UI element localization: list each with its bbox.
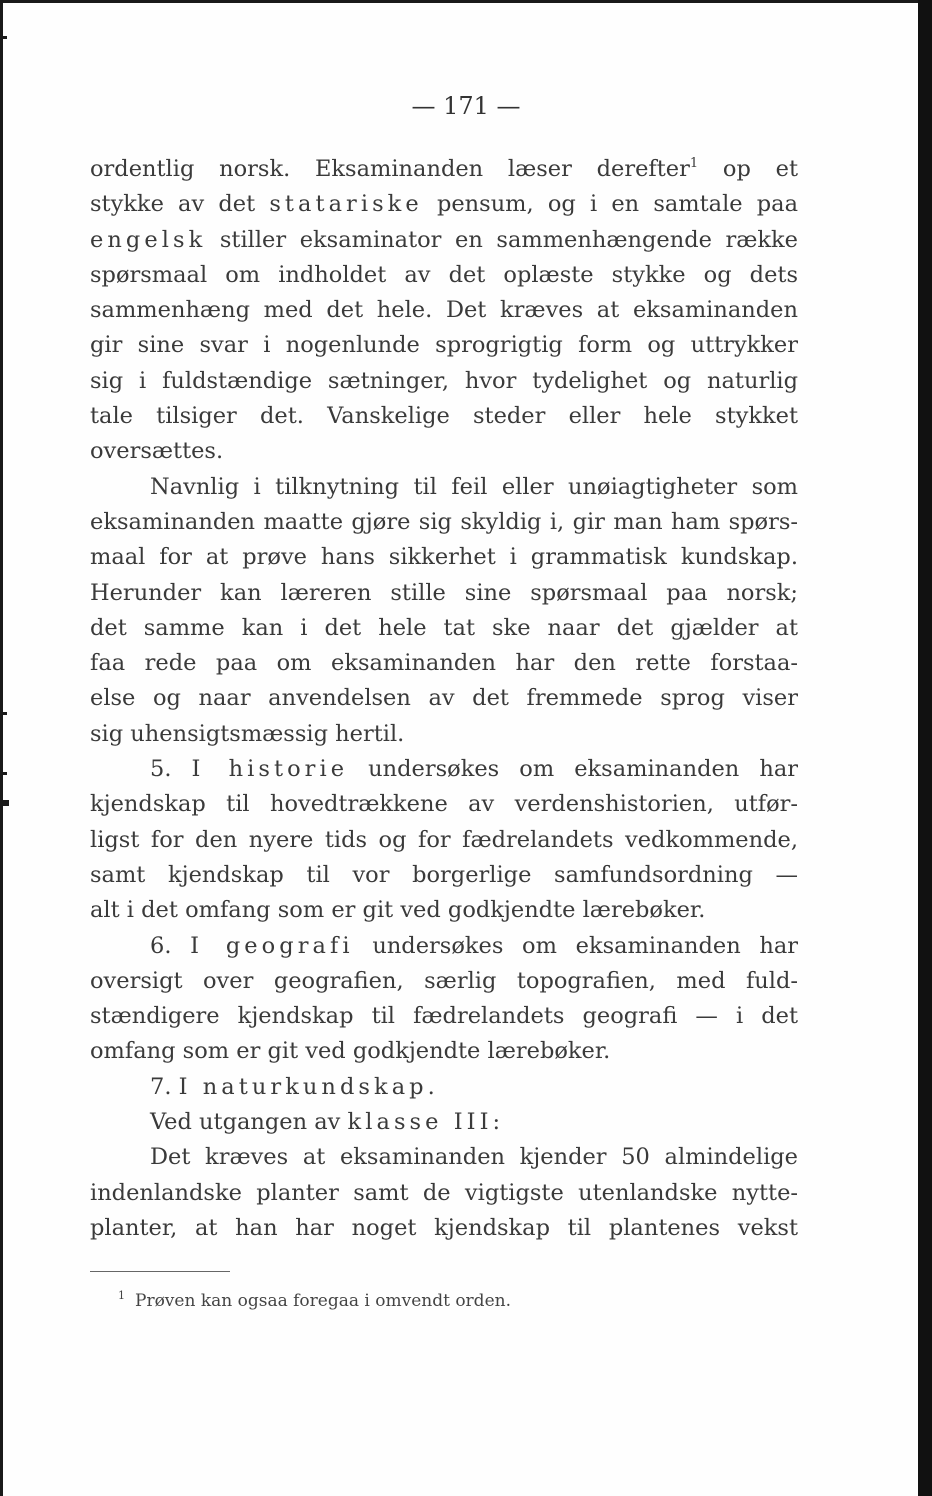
subheading-line: Ved utgangen av klasse III: xyxy=(150,1109,505,1136)
text-line: Det kræves at eksaminanden kjender 50 almindelige xyxy=(150,1144,798,1171)
text-line: stykke av det statariske pensum, og i en samtale paa xyxy=(90,191,798,218)
text-line: oversættes. xyxy=(90,438,224,465)
footnote-marker: 1 xyxy=(118,1289,125,1302)
text-line: planter, at han har noget kjendskap til plantenes vekst xyxy=(90,1214,798,1241)
text-line: engelsk stiller eksaminator en sammenhængende række xyxy=(90,226,798,253)
text-line: faa rede paa om eksaminanden har den rette forstaa- xyxy=(90,650,798,677)
scan-edge-mark xyxy=(0,772,7,775)
text-line: ligst for den nyere tids og for fædrelandets vedkommende, xyxy=(90,826,798,853)
footnote-text: Prøven kan ogsaa foregaa i omvendt orden. xyxy=(135,1291,511,1311)
section-heading-line: 6. I geografi undersøkes om eksaminanden har xyxy=(150,932,798,959)
section-heading-line: 5. I historie undersøkes om eksaminanden har xyxy=(150,756,798,783)
footnote xyxy=(118,1291,511,1311)
text-line: stændigere kjendskap til fædrelandets geografi — i det xyxy=(90,1003,798,1030)
section-heading-line: 7. I naturkundskap. xyxy=(150,1073,439,1100)
text-line: kjendskap til hovedtrækkene av verdenshistorien, utfør- xyxy=(90,791,798,818)
text-line: gir sine svar i nogenlunde sprogrigtig form og uttrykker xyxy=(90,332,798,359)
scan-left-border xyxy=(0,0,3,1496)
scan-top-border xyxy=(0,0,932,3)
text-line: ordentlig norsk. Eksaminanden læser derefter$^1$ op et xyxy=(90,156,798,182)
text-line: maal for at prøve hans sikkerhet i grammatisk kundskap. xyxy=(90,544,798,571)
text-line: spørsmaal om indholdet av det oplæste stykke og dets xyxy=(90,261,798,288)
text-line: sig i fuldstændige sætninger, hvor tydelighet og naturlig xyxy=(90,367,798,394)
text-line: det samme kan i det hele tat ske naar det gjælder at xyxy=(90,614,798,641)
scan-edge-mark xyxy=(0,800,9,806)
text-line: Navnlig i tilknytning til feil eller unøiagtigheter som xyxy=(150,473,798,500)
text-line: eksaminanden maatte gjøre sig skyldig i, gir man ham spørs- xyxy=(90,508,798,535)
scan-right-border xyxy=(918,0,932,1496)
text-line: else og naar anvendelsen av det fremmede sprog viser xyxy=(90,685,798,712)
body-text xyxy=(90,152,798,1246)
text-line: sammenhæng med det hele. Det kræves at eksaminanden xyxy=(90,297,798,324)
footnote-separator xyxy=(90,1271,230,1272)
scan-edge-mark xyxy=(0,36,7,39)
text-line: samt kjendskap til vor borgerlige samfundsordning — xyxy=(90,861,798,888)
text-line: sig uhensigtsmæssig hertil. xyxy=(90,720,405,747)
text-line: omfang som er git ved godkjendte lærebøker. xyxy=(90,1038,611,1065)
scan-edge-mark xyxy=(0,712,7,715)
page-number: — 171 — xyxy=(411,92,521,120)
text-line: oversigt over geografien, særlig topografien, med fuld- xyxy=(90,967,798,994)
text-line: indenlandske planter samt de vigtigste utenlandske nytte- xyxy=(90,1179,798,1206)
text-line: alt i det omfang som er git ved godkjendte lærebøker. xyxy=(90,897,706,924)
text-line: Herunder kan læreren stille sine spørsmaal paa norsk; xyxy=(90,579,798,606)
text-line: tale tilsiger det. Vanskelige steder eller hele stykket xyxy=(90,403,798,430)
footnote-reference: 1 xyxy=(689,156,699,171)
